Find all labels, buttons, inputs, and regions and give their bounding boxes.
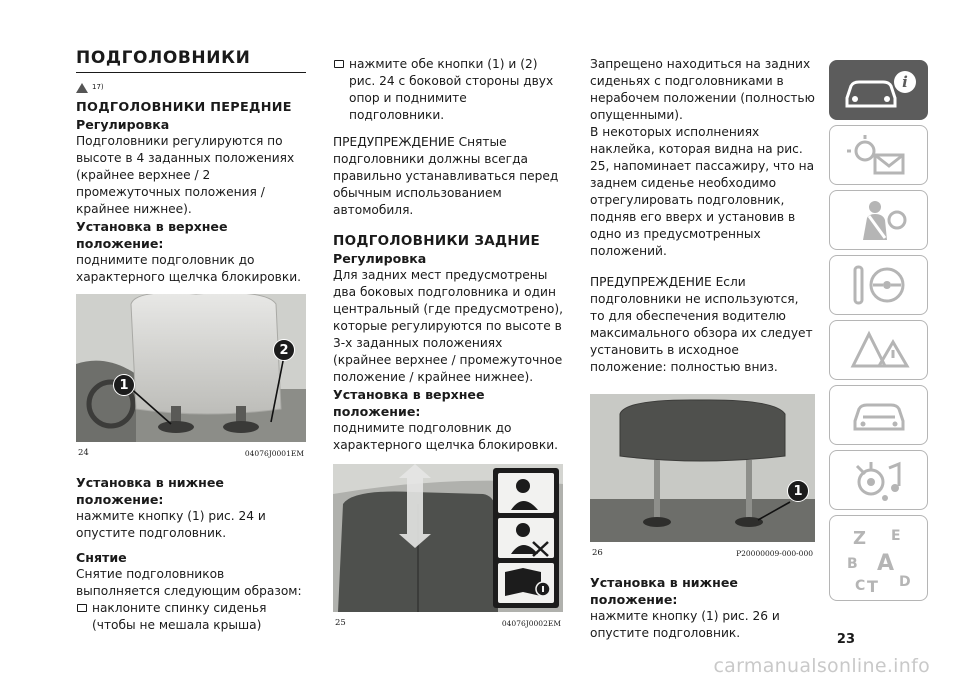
seatbelt-safety-icon xyxy=(839,198,919,242)
rear-lower-position-heading: Установка в нижнее положение: xyxy=(590,575,738,607)
rear-headrests-heading: ПОДГОЛОВНИКИ ЗАДНИЕ xyxy=(333,233,541,249)
page-number: 23 xyxy=(836,632,855,647)
figure-26 xyxy=(590,394,815,542)
rear-upper-position-text: поднимите подголовник до характерного щелчка блокировки. xyxy=(333,421,558,452)
figure-25 xyxy=(333,464,563,612)
index-letter: Z xyxy=(852,528,866,549)
tab-dashboard[interactable] xyxy=(829,125,928,185)
tab-multimedia[interactable] xyxy=(829,450,928,510)
rear-headrest-illustration xyxy=(590,394,815,542)
tab-starting-driving[interactable] xyxy=(829,255,928,315)
alphabetical-index-icon xyxy=(839,520,919,596)
car-info-icon xyxy=(839,68,919,112)
multimedia-icon xyxy=(839,458,919,502)
column-1 xyxy=(76,50,306,634)
tab-emergency[interactable] xyxy=(829,320,928,380)
index-letter: C xyxy=(854,578,865,594)
lower-position-heading: Установка в нижнее положение: xyxy=(76,475,224,507)
tab-safety[interactable] xyxy=(829,190,928,250)
upper-position-heading: Установка в верхнее положение: xyxy=(76,219,228,251)
column-2 xyxy=(333,56,563,632)
index-letter: B xyxy=(846,556,858,572)
figure-24-caption xyxy=(76,442,306,462)
figure-number: 25 xyxy=(335,618,346,628)
steering-key-icon xyxy=(839,263,919,307)
figure-code: 04076J0001EM xyxy=(244,449,304,458)
section-title: ПОДГОЛОВНИКИ xyxy=(76,50,306,73)
rear-seat-prohibition-text: Запрещено находиться на задних сиденьях с подголовниками в нерабочем положении (полностью опущенными). xyxy=(590,57,815,122)
lower-position-text: нажмите кнопку (1) рис. 24 и опустите подголовник. xyxy=(76,509,266,540)
warning-text: ПРЕДУПРЕЖДЕНИЕ Снятые подголовники должны всегда правильно устанавливаться перед обычным использованием автомобиля. xyxy=(333,135,559,217)
figure-24-callout-2: 2 xyxy=(273,339,295,361)
adjustment-heading: Регулировка xyxy=(76,117,170,132)
warning-reference xyxy=(76,79,306,96)
tab-index[interactable] xyxy=(829,515,928,601)
front-headrest-illustration xyxy=(76,294,306,442)
upper-position-text: поднимите подголовник до характерного щелчка блокировки. xyxy=(76,253,301,284)
watermark: carmanualsonline.info xyxy=(713,655,930,677)
svg-text:i: i xyxy=(901,73,908,91)
figure-code: 04076J0002EM xyxy=(501,619,561,628)
warning-triangle-icon xyxy=(76,83,88,93)
rear-adjustment-heading: Регулировка xyxy=(333,251,427,266)
column-3 xyxy=(590,56,815,642)
warning-text: ПРЕДУПРЕЖДЕНИЕ Если подголовники не используются, то для обеспечения водителю максимального обзора их следует установить в исходное положение: полностью вниз. xyxy=(590,275,813,374)
rear-upper-position-heading: Установка в верхнее положение: xyxy=(333,387,485,419)
front-headrests-heading: ПОДГОЛОВНИКИ ПЕРЕДНИЕ xyxy=(76,100,292,115)
warning-road-icon xyxy=(839,328,919,372)
index-letter: T xyxy=(866,577,878,596)
figure-26-callout-1: 1 xyxy=(787,480,809,502)
index-letter: A xyxy=(876,551,894,576)
figure-26-caption xyxy=(590,542,815,562)
removal-text: Снятие подголовников выполняется следующим образом: xyxy=(76,567,302,598)
index-letter: D xyxy=(898,574,911,590)
figure-24 xyxy=(76,294,306,442)
car-service-icon xyxy=(839,393,919,437)
figure-24-callout-1: 1 xyxy=(113,374,135,396)
rear-headrest-sticker-illustration xyxy=(333,464,563,612)
dashboard-lights-icon xyxy=(839,133,919,177)
removal-bullet: наклоните спинку сиденья (чтобы не мешала крыша) xyxy=(76,600,306,634)
adjustment-text: Подголовники регулируются по высоте в 4 заданных положениях (крайнее верхнее / 2 промежуточных положения / крайнее нижнее). xyxy=(76,134,295,216)
removal-heading: Снятие xyxy=(76,550,127,565)
tab-maintenance[interactable] xyxy=(829,385,928,445)
figure-code: P20000009-000-000 xyxy=(736,549,813,558)
rear-adjustment-text: Для задних мест предусмотрены два боковых подголовника и один центральный (где предусмотрено), которые регулируются по высоте в 3-х заданных положениях (крайнее верхнее / промежуточное положение / крайнее нижнее). xyxy=(333,268,563,384)
sticker-reminder-text: В некоторых исполнениях наклейка, которая видна на рис. 25, напоминает пассажиру, что на заднем сиденье необходимо отрегулировать подголовник, подняв его вверх и установив в одно из предусмотренных положений. xyxy=(590,125,815,258)
index-letter: E xyxy=(890,528,901,544)
figure-number: 24 xyxy=(78,448,89,458)
figure-25-caption xyxy=(333,612,563,632)
figure-number: 26 xyxy=(592,548,603,558)
rear-lower-position-text: нажмите кнопку (1) рис. 26 и опустите подголовник. xyxy=(590,609,780,640)
warning-reference-number: 17) xyxy=(92,83,104,91)
removal-bullet-2: нажмите обе кнопки (1) и (2) рис. 24 с боковой стороны двух опор и поднимите подголовники. xyxy=(333,56,563,124)
tab-car-info[interactable] xyxy=(829,60,928,120)
